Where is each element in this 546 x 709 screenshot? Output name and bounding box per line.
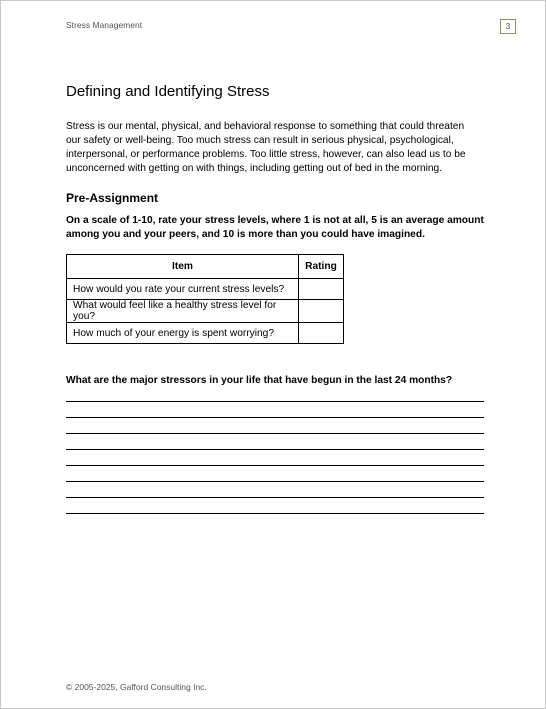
stressors-question: What are the major stressors in your life that have begun in the last 24 months? [66,375,453,386]
page-number-box: 3 [500,19,516,34]
intro-paragraph: Stress is our mental, physical, and behavioral response to something that could threaten our safety or well-being. Too much stress can result in serious physical, psychological, interpersonal, or performance problems. Too little stress, however, can also lead us to be unconcerned with getting on with things, including getting out of bed in the morning. [66,121,466,174]
rating-cell[interactable] [299,279,344,300]
rating-instruction: On a scale of 1-10, rate your stress levels, where 1 is not at all, 5 is an average amount among you and your peers, and 10 is more than you could have imagined. [66,215,484,240]
answer-line[interactable] [66,401,484,402]
answer-line[interactable] [66,449,484,450]
rating-cell[interactable] [299,300,344,323]
rating-table [66,254,344,344]
footer-copyright: © 2005-2025, Gafford Consulting Inc. [66,682,207,692]
answer-line[interactable] [66,481,484,482]
rating-cell[interactable] [299,323,344,344]
item-cell: How would you rate your current stress levels? [67,279,299,300]
running-header: Stress Management [66,20,143,30]
answer-line[interactable] [66,465,484,466]
item-cell: How much of your energy is spent worrying? [67,323,299,344]
answer-line[interactable] [66,497,484,498]
column-header-rating: Rating [299,255,344,279]
section-title: Defining and Identifying Stress [66,83,270,100]
answer-line[interactable] [66,513,484,514]
pre-assignment-heading: Pre-Assignment [66,191,159,205]
answer-line[interactable] [66,417,484,418]
column-header-item: Item [67,255,299,279]
answer-line[interactable] [66,433,484,434]
table-row [67,279,344,300]
table-header-row [67,255,344,279]
table-row [67,323,344,344]
item-cell: What would feel like a healthy stress level for you? [67,300,299,323]
table-row [67,300,344,323]
